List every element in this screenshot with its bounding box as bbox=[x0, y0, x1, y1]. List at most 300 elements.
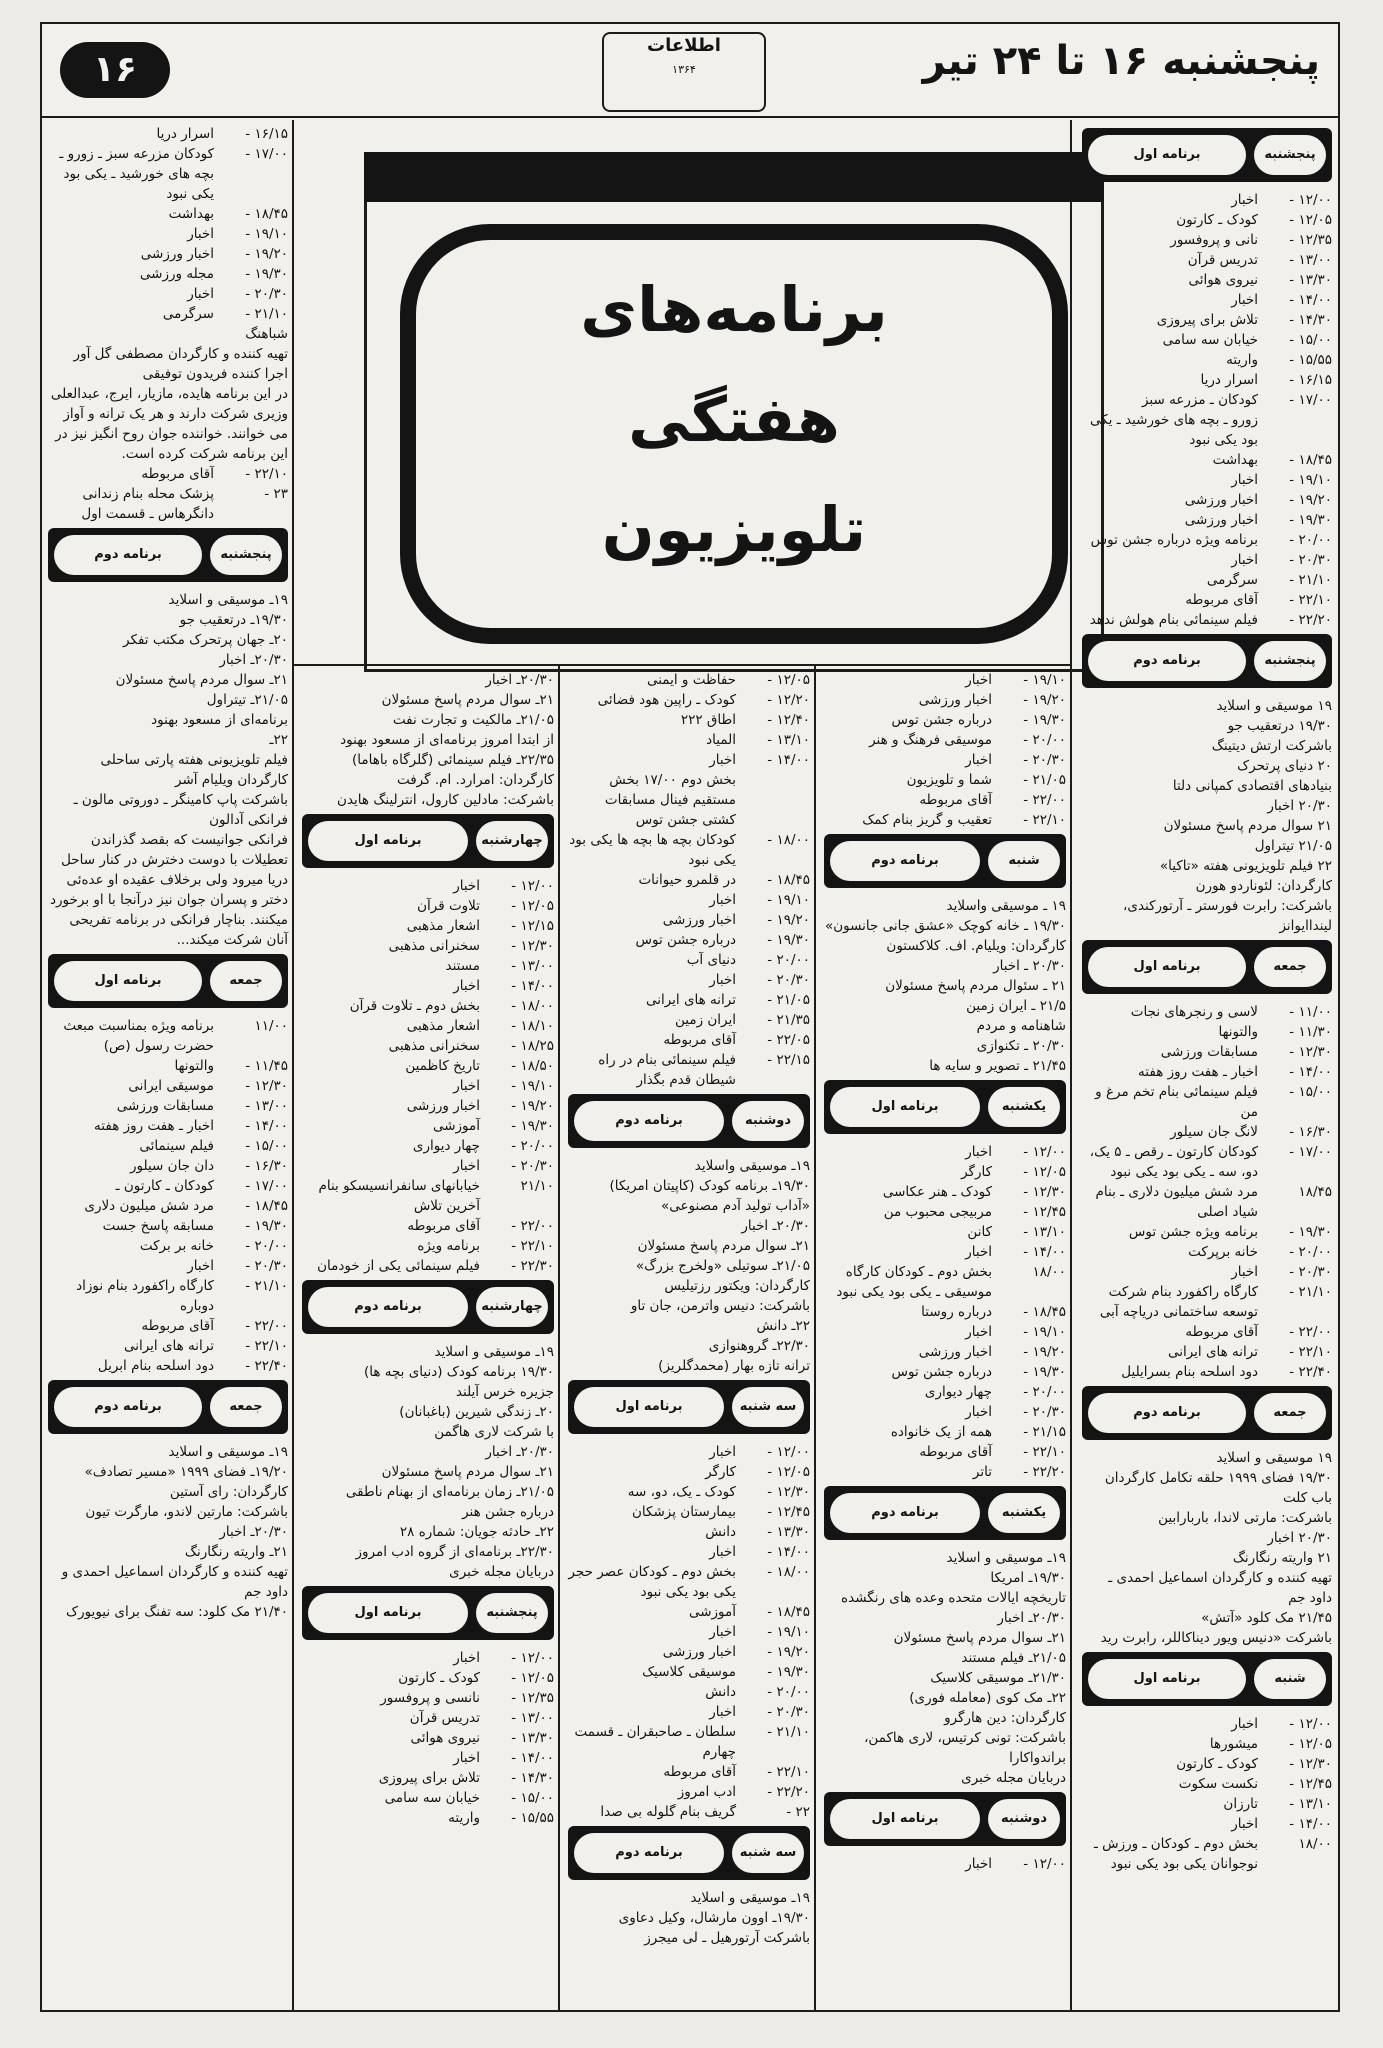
program-note: اجرا کننده فریدون توفیقی bbox=[142, 366, 288, 382]
time: ۱۹/۲۰ - bbox=[511, 1098, 554, 1114]
program-title: آقای مربوطه bbox=[663, 1032, 736, 1048]
program-note: کارگردان: رای آستین bbox=[169, 1484, 288, 1500]
program-title: مسابقات ورزشی bbox=[1160, 1044, 1258, 1060]
time: ۱۸/۱۰ - bbox=[511, 1018, 554, 1034]
time: ۲۲/۲۰ - bbox=[767, 1784, 810, 1800]
day-label: سه شنبه bbox=[732, 1387, 804, 1427]
program-title: فیلم سینمائی بنام در راه شیطان قدم بگذار bbox=[598, 1052, 736, 1088]
program-title: تدریس قرآن bbox=[409, 1710, 480, 1726]
program-title: آقای مربوطه bbox=[141, 1318, 214, 1334]
channel-label: برنامه اول bbox=[54, 961, 202, 1001]
schedule-row bbox=[48, 1196, 288, 1216]
program-title: دود اسلحه بنام ابریل bbox=[97, 1358, 214, 1374]
program-note: ۲۱/۰۵ـ مالکیت و تجارت نفت bbox=[392, 712, 554, 728]
program-note: کارگردان: لئوناردو هورن bbox=[1195, 878, 1332, 894]
time: ۱۵/۰۰ - bbox=[1289, 1084, 1332, 1100]
program-title: برنامه ویژه bbox=[417, 1238, 480, 1254]
program-title: مستند bbox=[445, 958, 480, 974]
time: ۱۸/۴۵ - bbox=[1289, 452, 1332, 468]
program-note: باشرکت ارتش دیتینگ bbox=[1211, 738, 1332, 754]
program-note: ۱۹/۳۰ـ برنامه کودک (کاپیتان امریکا) bbox=[609, 1178, 810, 1194]
time: ۱۹/۲۰ - bbox=[1023, 1344, 1066, 1360]
schedule-row bbox=[824, 1322, 1066, 1342]
schedule-row bbox=[1082, 310, 1332, 330]
channel-label: برنامه دوم bbox=[574, 1101, 724, 1141]
program-note: ۲۰/۳۰ـ اخبار bbox=[997, 1610, 1066, 1626]
schedule-row bbox=[48, 1156, 288, 1176]
schedule-row bbox=[824, 670, 1066, 690]
schedule-row bbox=[302, 1136, 554, 1156]
program-title: تعقیب و گریز بنام کمک bbox=[862, 812, 992, 828]
program-title: نانسی و پروفسور bbox=[380, 1690, 480, 1706]
program-note: از ابتدا امروز برنامه‌ای از مسعود بهنود bbox=[340, 732, 554, 748]
time: ۱۲/۰۰ - bbox=[1023, 1144, 1066, 1160]
time: ۱۲/۰۵ - bbox=[767, 1464, 810, 1480]
schedule-row bbox=[568, 1502, 810, 1522]
time: ۱۸/۵۰ - bbox=[511, 1058, 554, 1074]
program-title: اخبار bbox=[709, 892, 736, 908]
newspaper-page bbox=[40, 22, 1340, 2012]
channel-label: برنامه اول bbox=[830, 1087, 980, 1127]
schedule-row bbox=[302, 1096, 554, 1116]
program-title: اخبار bbox=[965, 1144, 992, 1160]
schedule-row bbox=[1082, 1242, 1332, 1262]
program-note: ۱۹ ـ موسیقی واسلاید bbox=[946, 898, 1066, 914]
section-header bbox=[824, 1486, 1066, 1540]
program-note: ۲۰ـ جهان پرتحرک مکتب تفکر bbox=[123, 632, 288, 648]
program-note: ۲۰/۳۰ـ اخبار bbox=[219, 1524, 288, 1540]
section-header bbox=[568, 1380, 810, 1434]
program-title: سخنرانی مذهبی bbox=[388, 938, 480, 954]
schedule-row bbox=[48, 1276, 288, 1316]
schedule-row bbox=[824, 1442, 1066, 1462]
program-title: اخبار ورزشی bbox=[406, 1098, 480, 1114]
schedule-row bbox=[302, 1788, 554, 1808]
schedule-row bbox=[302, 996, 554, 1016]
schedule-row bbox=[824, 1402, 1066, 1422]
program-note: ترانه تازه بهار (محمدگلریز) bbox=[658, 1358, 810, 1374]
program-title: آقای مربوطه bbox=[919, 1444, 992, 1460]
schedule-row bbox=[1082, 1754, 1332, 1774]
program-note: ۱۹ـ موسیقی و اسلاید bbox=[946, 1550, 1066, 1566]
schedule-row bbox=[302, 1236, 554, 1256]
time: ۱۸/۰۰ bbox=[1032, 1264, 1066, 1280]
program-title: کودکان بچه ها بچه ها یکی بود یکی نبود bbox=[569, 832, 736, 868]
channel-label: برنامه دوم bbox=[1088, 1393, 1246, 1433]
program-title: میشورها bbox=[1209, 1736, 1258, 1752]
schedule-row bbox=[302, 916, 554, 936]
schedule-row bbox=[48, 224, 288, 244]
time: ۲۰/۰۰ - bbox=[767, 952, 810, 968]
schedule-row bbox=[302, 1156, 554, 1176]
time: ۲۱/۱۰ - bbox=[1289, 572, 1332, 588]
schedule-row bbox=[568, 830, 810, 870]
program-title: بخش دوم ـ تلاوت قرآن bbox=[349, 998, 480, 1014]
program-title: اخبار bbox=[453, 978, 480, 994]
program-title: آموزشی bbox=[432, 1118, 480, 1134]
program-title: خانه بر برکت bbox=[139, 1238, 214, 1254]
time: ۱۲/۰۰ - bbox=[511, 1650, 554, 1666]
program-title: اشعار مذهبی bbox=[406, 1018, 480, 1034]
schedule-row bbox=[568, 750, 810, 770]
program-title: لانگ جان سیلور bbox=[1170, 1124, 1258, 1140]
program-title: اسرار دریا bbox=[1200, 372, 1258, 388]
program-title: بخش دوم ـ کودکان کارگاه موسیقی ـ یکی بود یکی نبود bbox=[836, 1264, 992, 1300]
program-title: شما و تلویزیون bbox=[906, 772, 992, 788]
time: ۱۲/۳۵ - bbox=[1289, 232, 1332, 248]
section-header bbox=[48, 954, 288, 1008]
day-label: چهارشنبه bbox=[476, 1287, 548, 1327]
program-title: تدریس قرآن bbox=[1187, 252, 1258, 268]
program-title: اخبار bbox=[1231, 192, 1258, 208]
program-title: اخبار bbox=[453, 1650, 480, 1666]
program-title: بیمارستان پزشکان bbox=[632, 1504, 736, 1520]
time: ۱۲/۳۰ - bbox=[1289, 1756, 1332, 1772]
schedule-row bbox=[302, 1688, 554, 1708]
schedule-row bbox=[824, 1222, 1066, 1242]
program-note: ۱۹/۳۰ برنامه کودک (دنیای بچه ها) bbox=[363, 1364, 554, 1380]
schedule-row bbox=[1082, 450, 1332, 470]
section-header bbox=[302, 1280, 554, 1334]
program-title: اخبار bbox=[965, 1856, 992, 1872]
time: ۲۱/۱۰ - bbox=[1289, 1284, 1332, 1300]
column-mid-left bbox=[302, 670, 554, 1828]
schedule-row bbox=[568, 730, 810, 750]
section-header bbox=[568, 1826, 810, 1880]
page-header bbox=[42, 24, 1338, 118]
time: ۲۰/۰۰ - bbox=[767, 1684, 810, 1700]
program-note: ۲۱/۰۵ـ سوتیلی «ولخرج بزرگ» bbox=[635, 1258, 810, 1274]
time: ۱۹/۳۰ - bbox=[245, 266, 288, 282]
time: ۲۲ - bbox=[786, 1804, 810, 1820]
time: ۱۹/۲۰ - bbox=[245, 246, 288, 262]
program-note: ۲۱ سوال مردم پاسخ مسئولان bbox=[1163, 818, 1332, 834]
time: ۱۳/۰۰ - bbox=[1289, 252, 1332, 268]
schedule-row bbox=[48, 1256, 288, 1276]
time: ۱۸/۲۵ - bbox=[511, 1038, 554, 1054]
program-note: شاهنامه و مردم bbox=[976, 1018, 1066, 1034]
schedule-row bbox=[1082, 290, 1332, 310]
time: ۲۱/۰۵ - bbox=[767, 992, 810, 1008]
schedule-row bbox=[824, 770, 1066, 790]
section-header bbox=[824, 1792, 1066, 1846]
program-title: اخبار bbox=[1231, 552, 1258, 568]
day-label: یکشنبه bbox=[988, 1087, 1060, 1127]
program-title: کودکان مزرعه سبز ـ زورو ـ بچه های خورشید ـ یکی بود یکی نبود bbox=[59, 146, 214, 202]
program-title: اخبار bbox=[965, 1244, 992, 1260]
schedule-row bbox=[1082, 550, 1332, 570]
section-header bbox=[824, 834, 1066, 888]
schedule-row bbox=[568, 1702, 810, 1722]
schedule-row bbox=[1082, 370, 1332, 390]
program-title: چهار دیواری bbox=[412, 1138, 480, 1154]
program-note: ۲۲/۳۵ـ فیلم سینمائی (گلرگاه باهاما) bbox=[352, 752, 554, 768]
day-label: دوشنبه bbox=[988, 1799, 1060, 1839]
time: ۱۳/۰۰ - bbox=[245, 1098, 288, 1114]
time: ۲۲/۴۰ - bbox=[245, 1358, 288, 1374]
schedule-row bbox=[824, 730, 1066, 750]
program-note: ۲۰/۳۰ـ اخبار bbox=[219, 652, 288, 668]
program-title: کارگاه راکفورد بنام شرکت توسعه ساختمانی دریاچه آبی bbox=[1099, 1284, 1258, 1320]
program-note: «آداب تولید آدم مصنوعی» bbox=[660, 1198, 810, 1214]
program-title: کودکان کارتون ـ رقص ـ ۵ یک، دو، سه ـ یکی بود یکی نبود bbox=[1089, 1144, 1258, 1180]
time: ۲۲/۰۵ - bbox=[767, 1032, 810, 1048]
time: ۲۰/۰۰ - bbox=[1023, 1384, 1066, 1400]
program-title: بخش دوم ۱۷/۰۰ بخش مستقیم فینال مسابقات کشتی جشن توس bbox=[604, 772, 736, 828]
time: ۱۹/۳۰ - bbox=[767, 932, 810, 948]
time: ۱۴/۳۰ - bbox=[1289, 312, 1332, 328]
program-note: ۱۹/۲۰ـ فضای ۱۹۹۹ «مسیر تصادف» bbox=[84, 1464, 288, 1480]
schedule-row bbox=[48, 1136, 288, 1156]
schedule-row bbox=[302, 1708, 554, 1728]
time: ۲۰/۳۰ - bbox=[1023, 1404, 1066, 1420]
schedule-row bbox=[1082, 230, 1332, 250]
time: ۱۸/۴۵ - bbox=[1023, 1304, 1066, 1320]
time: ۱۳/۳۰ - bbox=[1289, 272, 1332, 288]
program-note: باشرکت پاپ کامینگر ـ دوروتی مالون ـ فرانکی آدالون bbox=[73, 792, 288, 828]
program-title: آموزشی bbox=[688, 1604, 736, 1620]
schedule-row bbox=[1082, 1714, 1332, 1734]
time: ۲۲/۱۰ - bbox=[767, 1764, 810, 1780]
day-label: شنبه bbox=[988, 841, 1060, 881]
time: ۲۰/۳۰ - bbox=[1289, 1264, 1332, 1280]
program-note: تهیه کننده و کارگردان مصطفی گل آور bbox=[73, 346, 288, 362]
schedule-row bbox=[568, 670, 810, 690]
program-title: اخبار bbox=[709, 1704, 736, 1720]
time: ۱۹/۲۰ - bbox=[767, 1644, 810, 1660]
schedule-row bbox=[1082, 270, 1332, 290]
program-title: کودک ـ کارتون bbox=[398, 1670, 480, 1686]
logo-text: اطلاعات bbox=[647, 35, 721, 56]
channel-label: برنامه اول bbox=[830, 1799, 980, 1839]
program-title: برنامه ویژه جشن توس bbox=[1128, 1224, 1258, 1240]
program-title: اخبار bbox=[187, 1258, 214, 1274]
day-label: یکشنبه bbox=[988, 1493, 1060, 1533]
program-title: اخبار bbox=[965, 1404, 992, 1420]
schedule-row bbox=[1082, 390, 1332, 410]
program-note: ۲۰/۳۰ـ اخبار bbox=[485, 672, 554, 688]
time: ۱۹/۱۰ - bbox=[767, 1624, 810, 1640]
channel-label: برنامه دوم bbox=[54, 535, 202, 575]
time: ۲۲/۰۰ - bbox=[1023, 792, 1066, 808]
time: ۱۳/۳۰ - bbox=[767, 1524, 810, 1540]
schedule-row bbox=[1082, 590, 1332, 610]
program-note: ۲۱/۰۵ تیتراول bbox=[1254, 838, 1332, 854]
day-label: چهارشنبه bbox=[476, 821, 548, 861]
day-label: جمعه bbox=[210, 1387, 282, 1427]
schedule-row bbox=[302, 1668, 554, 1688]
program-title: مربیجی محبوب من bbox=[883, 1204, 992, 1220]
schedule-row bbox=[568, 1442, 810, 1462]
time: ۱۲/۴۰ - bbox=[767, 712, 810, 728]
time: ۲۲/۱۰ - bbox=[245, 1338, 288, 1354]
time: ۲۲/۱۰ - bbox=[1023, 812, 1066, 828]
schedule-row bbox=[568, 990, 810, 1010]
schedule-row bbox=[824, 1342, 1066, 1362]
schedule-row bbox=[568, 1762, 810, 1782]
time: ۲۲/۲۰ - bbox=[1289, 612, 1332, 628]
channel-label: برنامه اول bbox=[1088, 947, 1246, 987]
program-title: دود اسلحه بنام بسرایلیل bbox=[1121, 1364, 1258, 1380]
program-title: تارزان bbox=[1223, 1796, 1258, 1812]
program-title: سرگرمی bbox=[162, 306, 214, 322]
channel-label: برنامه اول bbox=[308, 821, 468, 861]
program-title: کودک ـ یک، دو، سه bbox=[627, 1484, 736, 1500]
program-note: باشرکت: تونی کرتیس، لاری هاکمن، براندواکارا bbox=[864, 1730, 1066, 1766]
program-title: مسابقه پاسخ جست bbox=[102, 1218, 214, 1234]
program-title: کارگر bbox=[705, 1464, 736, 1480]
time: ۱۸/۴۵ - bbox=[767, 872, 810, 888]
time: ۱۳/۰۰ - bbox=[511, 1710, 554, 1726]
time: ۱۹/۳۰ - bbox=[245, 1218, 288, 1234]
program-title: مسابقات ورزشی bbox=[116, 1098, 214, 1114]
program-title: برنامه ویژه درباره جشن توس bbox=[1090, 532, 1258, 548]
time: ۱۴/۰۰ - bbox=[1289, 1064, 1332, 1080]
program-note: ۲۱/۰۵ـ فیلم مستند bbox=[961, 1650, 1066, 1666]
program-note: ۲۲/۳۰ـ گروهنوازی bbox=[708, 1338, 810, 1354]
program-note: برنامه‌ای از مسعود بهنود bbox=[151, 712, 288, 728]
schedule-row bbox=[48, 204, 288, 224]
program-note: کارگردان: ویلیام. اف. کلاکستون bbox=[886, 938, 1066, 954]
divider bbox=[292, 120, 294, 2010]
program-title: آقای مربوطه bbox=[1185, 1324, 1258, 1340]
schedule-row bbox=[302, 1216, 554, 1236]
program-note: دربایان مجله خبری bbox=[961, 1770, 1066, 1786]
time: ۱۲/۴۵ - bbox=[1023, 1204, 1066, 1220]
schedule-row bbox=[568, 1562, 810, 1602]
program-note: کارگردان: امرارد. ام. گرفت bbox=[396, 772, 554, 788]
program-title: اخبار bbox=[709, 1544, 736, 1560]
schedule-row bbox=[1082, 1322, 1332, 1342]
program-title: در قلمرو حیوانات bbox=[638, 872, 736, 888]
logo-year: ۱۳۶۴ bbox=[672, 63, 696, 76]
schedule-row bbox=[568, 890, 810, 910]
program-title: اخبار ورزشی bbox=[662, 912, 736, 928]
program-title: همه از یک خانواده bbox=[890, 1424, 992, 1440]
program-title: فیلم سینمائی بنام هولش ندهد bbox=[1089, 612, 1258, 628]
program-note: با شرکت لاری هاگمن bbox=[434, 1424, 554, 1440]
column-left bbox=[48, 124, 288, 1622]
schedule-row bbox=[568, 690, 810, 710]
program-title: کودک ـ کارتون bbox=[1176, 1756, 1258, 1772]
program-note: ۲۰ دنیای پرتحرک bbox=[1237, 758, 1332, 774]
program-title: حفاظت و ایمنی bbox=[646, 672, 736, 688]
program-note: ۲۱ واریته رنگارنگ bbox=[1232, 1550, 1332, 1566]
channel-label: برنامه اول bbox=[574, 1387, 724, 1427]
program-title: دانش bbox=[705, 1524, 736, 1540]
program-note: ۲۰/۳۰ـ اخبار bbox=[741, 1218, 810, 1234]
program-note: ۲۱/۰۵ـ زمان برنامه‌ای از بهنام ناطقی bbox=[345, 1484, 554, 1500]
time: ۱۱/۰۰ - bbox=[1289, 1004, 1332, 1020]
time: ۲۲/۲۰ - bbox=[1023, 1464, 1066, 1480]
program-note: تهیه کننده و کارگردان اسماعیل احمدی و داود جم bbox=[61, 1564, 288, 1600]
program-note: ۲۱ـ سوال مردم پاسخ مسئولان bbox=[893, 1630, 1066, 1646]
time: ۱۴/۰۰ - bbox=[511, 1750, 554, 1766]
program-note: باشرکت: مارتین لاندو، مارگرت تیون bbox=[85, 1504, 288, 1520]
program-title: نکست سکوت bbox=[1178, 1776, 1258, 1792]
day-label: شنبه bbox=[1254, 1659, 1326, 1699]
page-title: پنجشنبه ۱۶ تا ۲۴ تیر bbox=[922, 38, 1320, 84]
schedule-row bbox=[48, 1096, 288, 1116]
program-title: بخش دوم ـ کودکان عصر حجر یکی بود یکی نبود bbox=[568, 1564, 736, 1600]
program-note: کارگردان: دین هارگرو bbox=[944, 1710, 1066, 1726]
program-title: درباره روستا bbox=[921, 1304, 992, 1320]
program-note: ۲۱ ـ سئوال مردم پاسخ مسئولان bbox=[885, 978, 1066, 994]
schedule-row bbox=[302, 956, 554, 976]
schedule-row bbox=[568, 910, 810, 930]
schedule-row bbox=[568, 930, 810, 950]
program-title: اخبار ورزشی bbox=[918, 692, 992, 708]
program-title: چهار دیواری bbox=[924, 1384, 992, 1400]
program-title: واریته bbox=[448, 1810, 480, 1826]
program-note: ۲۲ـ bbox=[269, 732, 288, 748]
channel-label: برنامه اول bbox=[308, 1593, 468, 1633]
schedule-row bbox=[1082, 1794, 1332, 1814]
schedule-row bbox=[302, 1076, 554, 1096]
program-note: جزیره خرس آیلند bbox=[455, 1384, 554, 1400]
channel-label: برنامه دوم bbox=[308, 1287, 468, 1327]
program-title: کودکان ـ کارتون ـ bbox=[115, 1178, 214, 1194]
program-title: اخبار ورزشی bbox=[140, 246, 214, 262]
schedule-row bbox=[568, 1802, 810, 1822]
program-title: مرد شش میلیون دلاری ـ بنام شیاد اصلی bbox=[1095, 1184, 1258, 1220]
program-title: آقای مربوطه bbox=[141, 466, 214, 482]
schedule-row bbox=[48, 244, 288, 264]
program-title: پزشک محله بنام زندانی دانگرهاس ـ قسمت اول bbox=[81, 486, 214, 522]
program-note: ۲۱/۴۵ مک کلود «آتش» bbox=[1201, 1610, 1332, 1626]
schedule-row bbox=[48, 1236, 288, 1256]
time: ۲۱/۱۰ - bbox=[245, 306, 288, 322]
schedule-row bbox=[302, 1056, 554, 1076]
program-note: ۱۹ موسیقی و اسلاید bbox=[1216, 1450, 1332, 1466]
program-title: تلاش برای پیروزی bbox=[1156, 312, 1258, 328]
channel-label: برنامه اول bbox=[1088, 135, 1246, 175]
program-note: ۲۱ـ سوال مردم پاسخ مسئولان bbox=[637, 1238, 810, 1254]
time: ۱۸/۰۰ - bbox=[767, 1564, 810, 1580]
program-note: ۲۱ـ سوال مردم پاسخ مسئولان bbox=[115, 672, 288, 688]
program-note: دربایان مجله خبری bbox=[449, 1564, 554, 1580]
schedule-row bbox=[302, 1808, 554, 1828]
program-title: اخبار bbox=[453, 1078, 480, 1094]
program-title: کودک ـ کارتون bbox=[1176, 212, 1258, 228]
time: ۱۲/۳۰ - bbox=[511, 938, 554, 954]
schedule-row bbox=[302, 1016, 554, 1036]
schedule-row bbox=[568, 1602, 810, 1622]
schedule-row bbox=[568, 1682, 810, 1702]
program-title: مرد شش میلیون دلاری bbox=[84, 1198, 214, 1214]
time: ۲۱/۳۵ - bbox=[767, 1012, 810, 1028]
time: ۲۲/۱۵ - bbox=[767, 1052, 810, 1068]
program-title: زورو ـ بچه های خورشید ـ یکی بود یکی نبود bbox=[1089, 412, 1258, 448]
schedule-row bbox=[824, 750, 1066, 770]
program-title: اخبار bbox=[1231, 1716, 1258, 1732]
program-title: ترانه های ایرانی bbox=[1167, 1344, 1258, 1360]
schedule-row bbox=[824, 1422, 1066, 1442]
time: ۲۲/۱۰ - bbox=[511, 1238, 554, 1254]
time: ۱۱/۴۵ - bbox=[245, 1058, 288, 1074]
time: ۲۲/۴۰ - bbox=[1289, 1364, 1332, 1380]
time: ۱۴/۳۰ - bbox=[511, 1770, 554, 1786]
schedule-row bbox=[568, 1542, 810, 1562]
time: ۱۲/۰۵ - bbox=[1023, 1164, 1066, 1180]
time: ۱۹/۳۰ - bbox=[1023, 712, 1066, 728]
schedule-row bbox=[48, 1056, 288, 1076]
program-title: دان جان سیلور bbox=[130, 1158, 214, 1174]
schedule-row bbox=[1082, 210, 1332, 230]
program-title: خیابان سه سامی bbox=[384, 1790, 480, 1806]
time: ۱۹/۱۰ - bbox=[511, 1078, 554, 1094]
time: ۱۸/۰۰ - bbox=[511, 998, 554, 1014]
